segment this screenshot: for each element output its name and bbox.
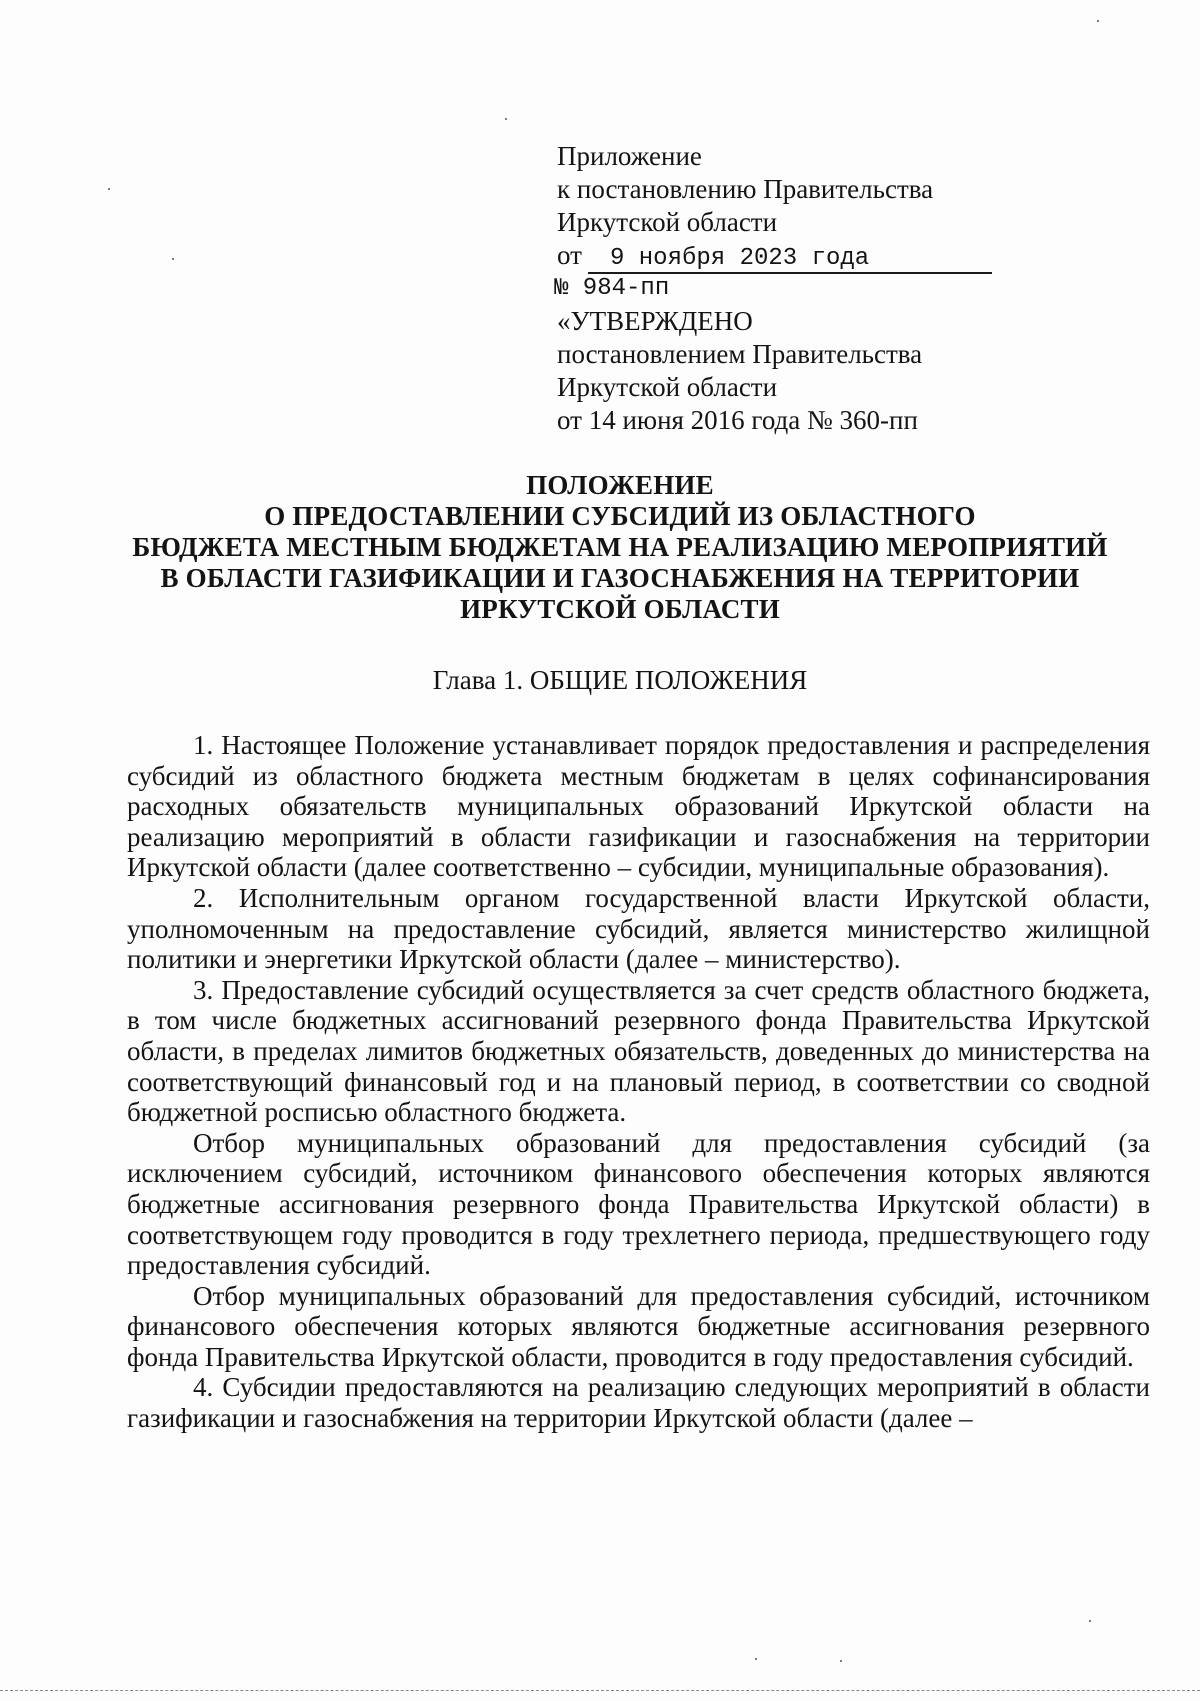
appendix-date-line [557, 239, 992, 272]
approved-date: от 14 июня 2016 года № 360-пп [557, 405, 918, 435]
title-line-3: БЮДЖЕТА МЕСТНЫМ БЮДЖЕТАМ НА РЕАЛИЗАЦИЮ МЕРОПРИЯТИЙ [132, 532, 1108, 562]
paragraph-5: Отбор муниципальных образований для предоставления субсидий, источником финансового обеспечения которых являются бюджетные ассигнования резервного фонда Правительства Иркутской области, проводится в году предоставления субсидий. [127, 1280, 1150, 1372]
paragraph-6: 4. Субсидии предоставляются на реализацию следующих мероприятий в области газификации и газоснабжения на территории Иркутской области (далее – [127, 1372, 1150, 1434]
appendix-date-value: 9 ноября 2023 года [588, 246, 992, 274]
title-line-4: В ОБЛАСТИ ГАЗИФИКАЦИИ И ГАЗОСНАБЖЕНИЯ НА ТЕРРИТОРИИ [160, 563, 1080, 593]
document-title [100, 470, 1140, 625]
scan-speck [1097, 20, 1099, 22]
title-line-1: ПОЛОЖЕНИЕ [526, 470, 714, 500]
document-body [127, 730, 1150, 1434]
scan-speck [172, 258, 174, 260]
approved-by: постановлением Правительства [557, 339, 923, 369]
approved-region: Иркутской области [557, 372, 778, 402]
paragraph-4: Отбор муниципальных образований для предоставления субсидий (за исключением субсидий, источником финансового обеспечения которых являются бюджетные ассигнования резервного фонда Правительства Иркутской области) в соответствующем году проводится в году трехлетнего периода, предшествующего году предоставления субсидий. [127, 1127, 1150, 1281]
scan-bottom-edge [0, 1690, 1200, 1691]
appendix-resolution-ref: к постановлению Правительства [557, 174, 934, 204]
paragraph-1: 1. Настоящее Положение устанавливает порядок предоставления и распределения субсидий из областного бюджета местным бюджетам в целях софинансирования расходных обязательств муниципальных образований Иркутской области на реализацию мероприятий в области газификации и газоснабжения на территории Иркутской области (далее соответственно – субсидии, муниципальные образования). [127, 730, 1150, 883]
appendix-block [554, 140, 992, 437]
scan-speck [840, 1660, 842, 1662]
approved-mark: «УТВЕРЖДЕНО [557, 306, 753, 336]
chapter-heading: Глава 1. ОБЩИЕ ПОЛОЖЕНИЯ [432, 665, 808, 695]
scan-speck [505, 118, 507, 120]
appendix-number: № 984-пп [554, 275, 670, 302]
scan-speck [108, 188, 110, 190]
scan-speck [755, 1658, 757, 1660]
appendix-region: Иркутской области [557, 207, 778, 237]
paragraph-3: 3. Предоставление субсидий осуществляется за счет средств областного бюджета, в том числе бюджетных ассигнований резервного фонда Правительства Иркутской области, в пределах лимитов бюджетных обязательств, доведенных до министерства на соответствующий финансовый год и на плановый период, в соответствии со сводной бюджетной росписью областного бюджета. [127, 974, 1150, 1128]
scan-speck [1089, 1620, 1091, 1622]
paragraph-2: 2. Исполнительным органом государственной власти Иркутской области, уполномоченным на предоставление субсидий, является министерство жилищной политики и энергетики Иркутской области (далее – министерство). [127, 882, 1150, 975]
appendix-date-label: от [557, 240, 582, 270]
title-line-2: О ПРЕДОСТАВЛЕНИИ СУБСИДИЙ ИЗ ОБЛАСТНОГО [264, 501, 976, 531]
title-line-5: ИРКУТСКОЙ ОБЛАСТИ [460, 594, 780, 624]
appendix-heading: Приложение [557, 141, 702, 171]
